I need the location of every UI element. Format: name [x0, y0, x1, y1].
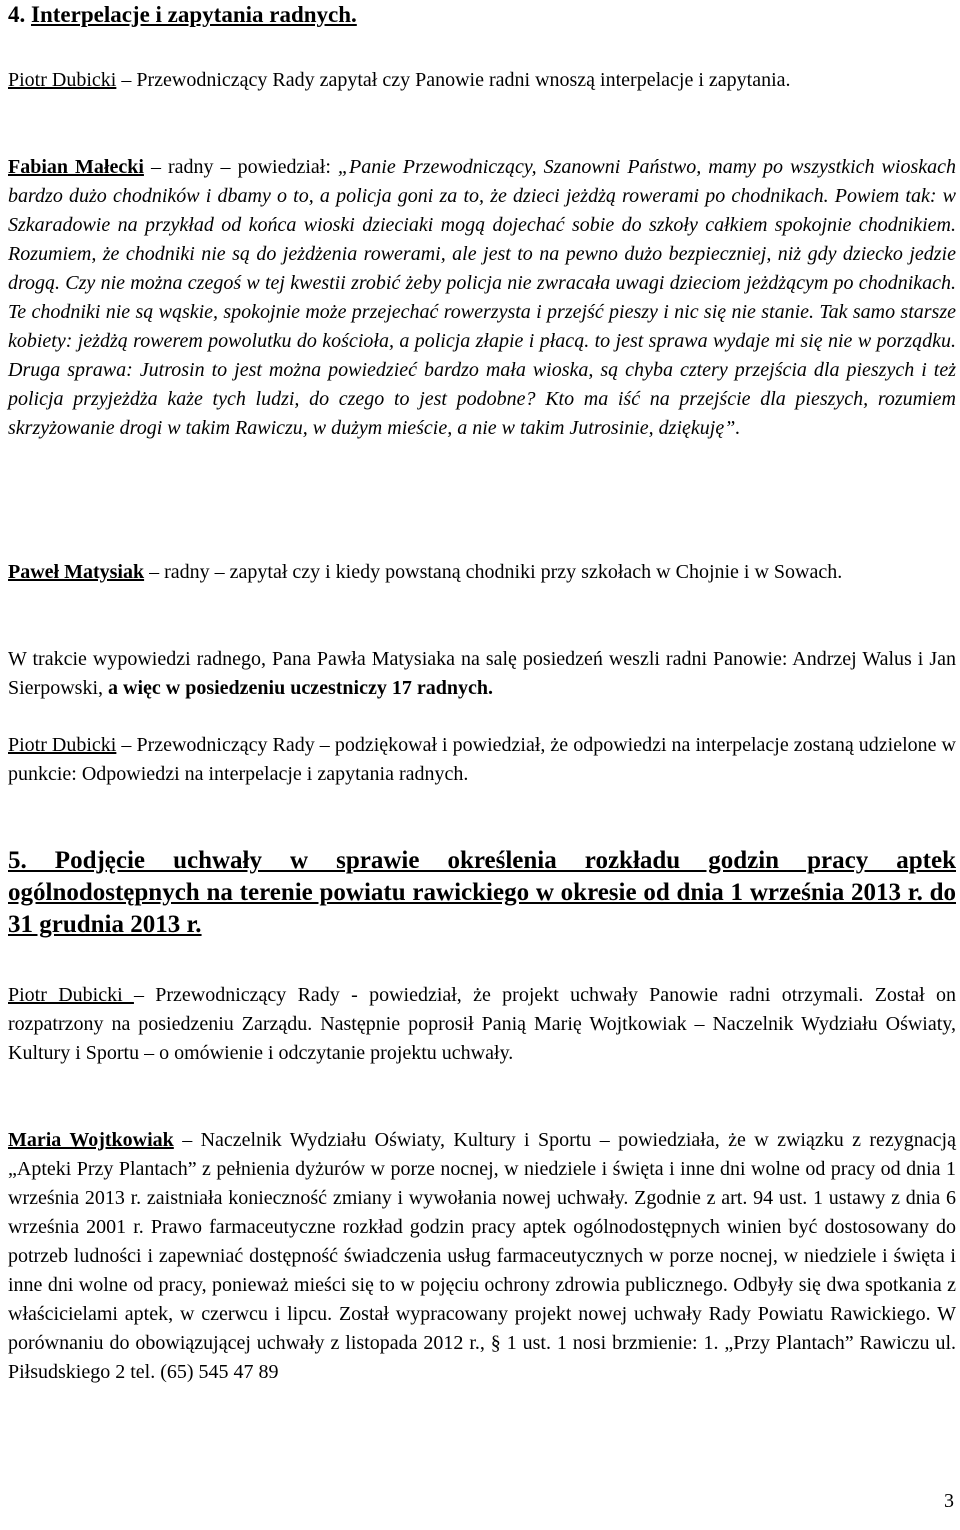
speaker-name: Paweł Matysiak — [8, 561, 145, 583]
paragraph-matysiak — [8, 558, 956, 587]
paragraph-text: – Przewodniczący Rady - powiedział, że projekt uchwały Panowie radni otrzymali. Został on rozpatrzony na posiedzeniu Zarządu. Następnie poprosił Panią Marię Wojtkowiak – Naczelnik Wydziału Oświaty, Kultury i Sportu – o omówienie i odczytanie projektu uchwały. — [8, 984, 956, 1064]
attendance-note: a więc w posiedzeniu uczestniczy 17 radnych. — [108, 677, 493, 699]
paragraph-text: – radny – zapytał czy i kiedy powstaną chodniki przy szkołach w Chojnie i w Sowach. — [144, 561, 843, 583]
paragraph-lead: – radny – powiedział: — [143, 156, 338, 178]
speaker-name: Piotr Dubicki — [8, 69, 117, 91]
paragraph-wojtkowiak — [8, 1126, 956, 1387]
speaker-name: Piotr Dubicki — [8, 984, 134, 1006]
page-number: 3 — [944, 1490, 954, 1512]
paragraph-text: W trakcie wypowiedzi radnego, Pana Pawła Matysiaka na salę posiedzeń weszli radni Panowie: Andrzej Walus i Jan Sierpowski, — [8, 648, 956, 699]
paragraph-malecki — [8, 153, 956, 443]
quoted-statement: „Panie Przewodniczący, Szanowni Państwo, mamy po wszystkich wioskach bardzo dużo chodników i dbamy o to, a policja goni za to, że dzieci jeżdżą rowerami po chodnikach. Powiem tak: w Szkaradowie na przykład od końca wioski dzieciaki mogą dojechać sobie do szkoły całkiem spokojnie chodnikiem. Rozumiem, że chodniki nie są do jeżdżenia rowerami, ale jest to na pewno dużo bezpieczniej, niż gdy dziecko jedzie drogą. Czy nie można czegoś w tej kwestii zrobić żeby policja nie zwracała uwagi dzieciom jeżdżącym po chodnikach. Te chodniki nie są wąskie, spokojnie może przejechać rowerzysta i przejść pieszy i nic się nie stanie. Tak samo starsze kobiety: jeżdżą rowerem powolutku do kościoła, a policja złapie i płacą. to jest sprawa wydaje mi się nie w porządku. Druga sprawa: Jutrosin to jest można powiedzieć bardzo mała wioska, są chyba cztery przejścia dla pieszych i też policja przyjeżdża każe tych ludzi, do czego to jest podobne? Kto ma iść na przejście dla pieszych, rozumiem skrzyżowanie drogi w takim Rawiczu, w dużym mieście, a nie w takim Jutrosinie, dziękuję”. — [8, 156, 956, 439]
speaker-name: Fabian Małecki — [8, 156, 144, 178]
paragraph-text: – Przewodniczący Rady – podziękował i powiedział, że odpowiedzi na interpelacje zostaną udzielone w punkcie: Odpowiedzi na interpelacje i zapytania radnych. — [8, 734, 956, 785]
paragraph-text: – Przewodniczący Rady zapytał czy Panowie radni wnoszą interpelacje i zapytania. — [116, 69, 791, 91]
section-4-heading — [8, 0, 956, 30]
section-4-title: Interpelacje i zapytania radnych. — [31, 2, 357, 27]
paragraph-dubicki-3 — [8, 981, 956, 1068]
paragraph-text: – Naczelnik Wydziału Oświaty, Kultury i Sportu – powiedziała, że w związku z rezygnacją „Apteki Przy Plantach” z pełnienia dyżurów w porze nocnej, w niedziele i święta i inne dni wolne od pracy od dnia 1 września 2013 r. zaistniała konieczność zmiany i wywołania nowej uchwały. Zgodnie z art. 94 ust. 1 ustawy z dnia 6 września 2001 r. Prawo farmaceutyczne rozkład godzin pracy aptek ogólnodostępnych winien być dostosowany do potrzeb ludności i zapewniać dostępność świadczenia usług farmaceutycznych w porze nocnej, w niedziele i święta i inne dni wolne od pracy, ponieważ mieści się to w pojęciu ochrony zdrowia publicznego. Odbyły się dwa spotkania z właścicielami aptek, w czerwcu i lipcu. Został wypracowany projekt nowej uchwały Rady Powiatu Rawickiego. W porównaniu do obowiązującej uchwały z listopada 2012 r., § 1 ust. 1 nosi brzmienie: 1. „Przy Plantach” Rawiczu ul. Piłsudskiego 2 tel. (65) 545 47 89 — [8, 1129, 956, 1383]
paragraph-dubicki-2 — [8, 731, 956, 789]
speaker-name: Piotr Dubicki — [8, 734, 117, 756]
section-4-number: 4. — [8, 2, 26, 27]
speaker-name: Maria Wojtkowiak — [8, 1129, 174, 1151]
paragraph-attendance — [8, 645, 956, 703]
paragraph-dubicki-1 — [8, 66, 956, 95]
section-5-heading: 5. Podjęcie uchwały w sprawie określenia rozkładu godzin pracy aptek ogólnodostępnych na terenie powiatu rawickiego w okresie od dnia 1 września 2013 r. do 31 grudnia 2013 r. — [8, 847, 956, 938]
